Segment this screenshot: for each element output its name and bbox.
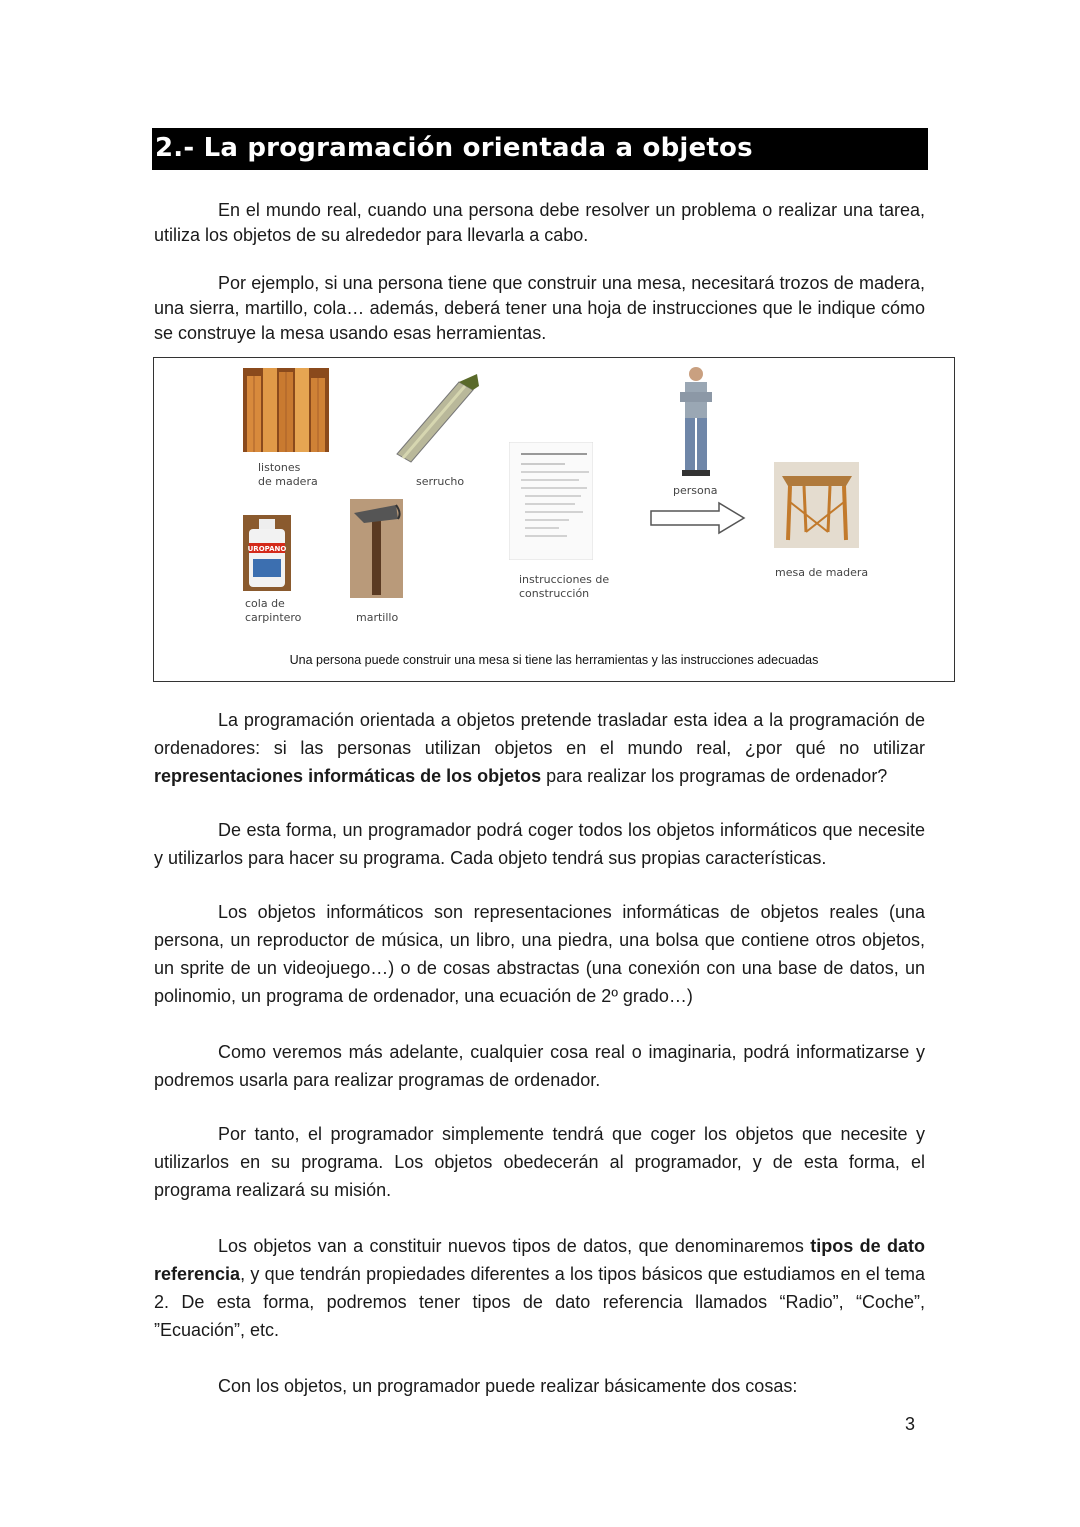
paragraph-two-things: Con los objetos, un programador puede realizar básicamente dos cosas: xyxy=(218,1376,798,1396)
table-image xyxy=(774,462,859,548)
glue-bottle-image xyxy=(243,515,291,591)
label-glue-line1: cola de xyxy=(245,597,285,610)
paragraph-example: Por ejemplo, si una persona tiene que construir una mesa, necesitará trozos de madera, una sierra, martillo, cola… además, deberá tener una hoja de instrucciones que le indique cómo se construye la mesa usando esas herramientas. xyxy=(154,273,925,343)
label-wood-line2: de madera xyxy=(258,475,318,488)
figure-table-building xyxy=(153,357,955,682)
instructions-sheet-image xyxy=(509,442,593,560)
person-image xyxy=(675,366,717,478)
figure-caption: Una persona puede construir una mesa si tiene las herramientas y las instrucciones adecuadas xyxy=(289,653,819,667)
label-glue-line2: carpintero xyxy=(245,611,302,624)
label-hammer: martillo xyxy=(356,611,399,624)
bold-tipos-de-dato-referencia: tipos de dato referencia xyxy=(154,1236,925,1284)
glue-brand-label: UROPANO xyxy=(247,545,287,553)
hammer-image xyxy=(350,499,403,598)
paragraph-oop-idea: La programación orientada a objetos pretende trasladar esta idea a la programación de ordenadores: si las personas utilizan objetos en el mundo real, ¿por qué no utilizar representaciones informáticas de los objetos para realizar los programas de ordenador? xyxy=(154,710,925,786)
paragraph-object-examples: Los objetos informáticos son representaciones informáticas de objetos reales (una persona, un reproductor de música, un libro, una piedra, una bolsa que contiene otros objetos, un sprite de un videojuego…) o de cosas abstractas (una conexión con una base de datos, un polinomio, un programa de ordenador, una ecuación de 2º grado…) xyxy=(154,902,925,1006)
label-saw: serrucho xyxy=(416,475,465,488)
bold-representaciones: representaciones informáticas de los objetos xyxy=(154,766,542,786)
label-instructions-line1: instrucciones de xyxy=(519,573,610,586)
saw-image xyxy=(389,372,481,464)
page-number: 3 xyxy=(905,1414,916,1434)
paragraph-reference-types: Los objetos van a constituir nuevos tipos de datos, que denominaremos tipos de dato referencia, y que tendrán propiedades diferentes a los tipos básicos que estudiamos en el tema 2. De esta forma, podremos tener tipos de dato referencia llamados “Radio”, “Coche”, ”Ecuación”, etc. xyxy=(154,1236,925,1340)
wood-planks-image xyxy=(243,368,329,452)
paragraph-informatize: Como veremos más adelante, cualquier cosa real o imaginaria, podrá informatizarse y podremos usarla para realizar programas de ordenador. xyxy=(154,1042,925,1090)
label-table: mesa de madera xyxy=(775,566,869,579)
label-instructions-line2: construcción xyxy=(519,587,590,600)
label-person: persona xyxy=(673,484,718,497)
paragraph-use-objects: Por tanto, el programador simplemente tendrá que coger los objetos que necesite y utilizarlos en su programa. Los objetos obedecerán al programador, y de esta forma, el programa realizará su misión. xyxy=(154,1124,925,1200)
arrow-right-icon xyxy=(649,501,747,535)
section-heading: 2.- La programación orientada a objetos xyxy=(152,128,928,170)
paragraph-intro: En el mundo real, cuando una persona debe resolver un problema o realizar una tarea, utiliza los objetos de su alrededor para llevarla a cabo. xyxy=(154,200,925,245)
label-wood-line1: listones xyxy=(258,461,301,474)
paragraph-programmer-objects: De esta forma, un programador podrá coger todos los objetos informáticos que necesite y utilizarlos para hacer su programa. Cada objeto tendrá sus propias características. xyxy=(154,820,925,868)
